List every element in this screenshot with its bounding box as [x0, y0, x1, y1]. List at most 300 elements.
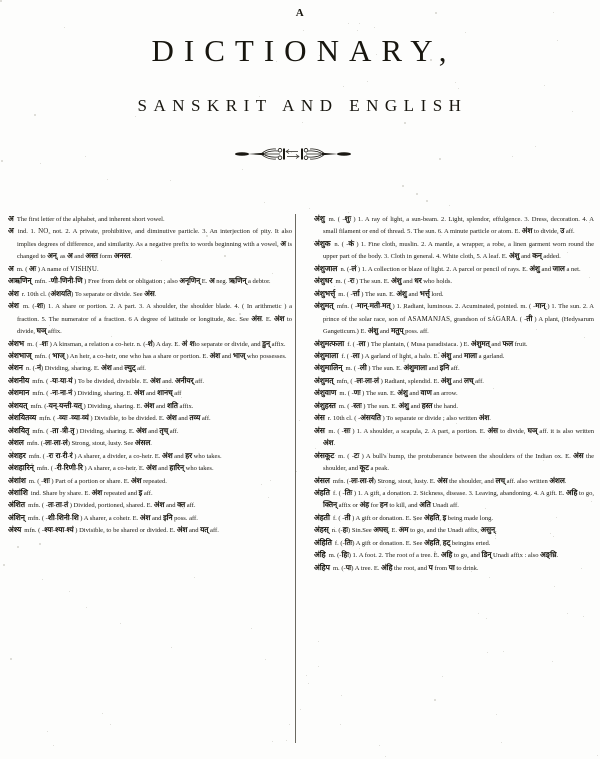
entry-headword: अंशयितव्य — [8, 413, 37, 423]
entry-definition: r. 10th cl. (अंशयति) To separate or divide. See अंस. — [20, 288, 157, 298]
entry-headword: अंहति — [314, 487, 330, 497]
devanagari-text: अंशु — [398, 400, 409, 410]
entry-definition: mfn. (-लः-ला-लं) Strong, stout, lusty. See अंसल. — [25, 438, 152, 448]
devanagari-text: हः — [342, 525, 349, 535]
dictionary-entry — [8, 425, 292, 437]
entry-headword: अंसकूट — [314, 450, 335, 460]
devanagari-text: अंश — [323, 438, 334, 448]
devanagari-text: री — [56, 463, 62, 473]
devanagari-text: भाज् — [232, 350, 246, 360]
devanagari-text: हर — [185, 450, 193, 460]
dictionary-entry — [314, 562, 594, 574]
entry-headword: अंशिन् — [8, 512, 25, 522]
devanagari-text: यः — [52, 375, 58, 385]
entry-definition: mfn. ( -तः-ता-तं ) Divided, portioned, shared. E. अंश and क्त aff. — [26, 500, 196, 510]
devanagari-text: अम — [398, 525, 409, 535]
entry-headword: अंशभाज् — [8, 350, 32, 360]
entry-definition: mfn. ( -री-रिणी-रि ) A sharer, a co-heir. E. अंश and हारिन् who takes. — [35, 463, 214, 473]
entry-headword: अंशित — [8, 500, 25, 510]
dictionary-entry — [314, 487, 594, 512]
entry-headword: अंहस् — [314, 525, 329, 535]
devanagari-text: अंशु — [367, 326, 379, 336]
entry-headword: अंशभ — [8, 338, 25, 348]
devanagari-text: अंशयति — [50, 288, 72, 298]
entry-definition: mfn. ( -शी-शिनी-शि ) A sharer, a coheir. E. अंश and इनि poss. aff. — [26, 512, 198, 522]
devanagari-text: अंश — [162, 450, 173, 460]
devanagari-text: व्यं — [82, 413, 89, 423]
devanagari-text: अंस — [437, 475, 448, 485]
entry-headword: अंशुमत् — [314, 301, 334, 311]
devanagari-text: इ — [442, 512, 447, 522]
devanagari-text: हारिन् — [169, 463, 184, 473]
devanagari-text: यत् — [200, 525, 209, 535]
entry-definition: mfn. ( -नः-ना-नं ) Dividing, sharing. E. अंश and शानच् aff — [30, 388, 182, 398]
entry-headword: अंशुमालिन् — [314, 363, 343, 373]
devanagari-text: अंश — [139, 512, 151, 522]
devanagari-text: प — [428, 562, 433, 572]
entry-definition: f. ( -ती ) A gift or donation. E. See अंहति, इ being made long. — [331, 512, 494, 522]
entry-definition: m. ( -ली ) The sun. E. अंशुमाला and इनि aff. — [343, 363, 460, 373]
entry-headword: अंशनीय — [8, 375, 30, 385]
devanagari-text: यन् — [48, 400, 57, 410]
devanagari-text: अन् — [47, 251, 57, 261]
devanagari-text: अंश — [153, 500, 165, 510]
column-right — [301, 213, 594, 757]
entry-definition: f. ( -ला ) The plantain, ( Musa paradisiaca. ) E. अंशुमत् and फल fruit. — [345, 338, 528, 348]
entry-definition: n. (-लं ) 1. A collection or blaze of light. 2. A parcel or pencil of rays. E. अंशु and जाल a net. — [338, 263, 581, 273]
devanagari-text: यत् — [73, 400, 82, 410]
devanagari-text: इ — [138, 487, 143, 497]
devanagari-text: अंस — [573, 450, 584, 460]
entry-headword: अंशुक — [314, 238, 331, 248]
devanagari-text: अंह — [359, 500, 369, 510]
dictionary-entry — [314, 213, 594, 238]
entry-definition: n. (-नं) Dividing, sharing. E. अंश and ल्युट् aff. — [24, 363, 146, 373]
devanagari-text: ती — [344, 512, 351, 522]
proper-name: GARA — [495, 315, 517, 323]
entry-headword: अंशुजाल — [314, 263, 338, 273]
devanagari-text: नः — [52, 388, 58, 398]
devanagari-text: अंश — [143, 400, 155, 410]
devanagari-text: अंश — [176, 525, 188, 535]
dictionary-entry — [8, 350, 292, 362]
devanagari-text: डुन् — [262, 338, 271, 348]
entry-definition: ind. Share by share. E. अंश repeated and इ aff. — [29, 487, 153, 497]
devanagari-text: अंशु — [391, 276, 402, 286]
devanagari-text: श्यः — [44, 525, 53, 535]
devanagari-text: मान् — [357, 301, 368, 311]
devanagari-text: अंश — [521, 226, 533, 236]
devanagari-text: अनृणिन् — [179, 276, 201, 286]
entry-definition: r. 10th cl. ( -अंसयति ) To separate or divide ; also written अंश. — [326, 413, 491, 423]
devanagari-text: णिनी — [60, 276, 74, 286]
entry-definition: m. ( -रः ) The sun. E. अंशु and धर who holds. — [333, 276, 453, 286]
entry-definition: m. ( -णः ) The sun. E. अंशु and वाण an arrow. — [337, 388, 458, 398]
entry-definition: mfn. ( -श्यः-श्या-श्यं ) Divisible, to be shared or divided. E. अंश and यत् aff. — [22, 525, 219, 535]
devanagari-text: ला — [352, 350, 360, 360]
devanagari-text: त्री — [62, 425, 68, 435]
devanagari-text: अ — [280, 238, 286, 248]
devanagari-text: व्यः — [59, 413, 68, 423]
devanagari-text: अंशुमत् — [470, 338, 490, 348]
entry-definition: f. ( -ला ) A garland of light, a halo. E. अंशु and माला a garland. — [339, 350, 505, 360]
devanagari-text: ता — [52, 425, 59, 435]
entry-definition: mfn. ( -ता -त्री-तृ ) Dividing, sharing. E. अंश and तृच् aff. — [30, 425, 179, 435]
devanagari-text: अंहति — [423, 512, 440, 522]
devanagari-text: अ — [67, 251, 73, 261]
devanagari-text: शुः — [344, 214, 351, 223]
devanagari-text: इनि — [439, 363, 450, 373]
masthead — [0, 0, 600, 170]
devanagari-text: शि — [71, 512, 79, 522]
entry-headword: अंशांशि — [8, 487, 28, 497]
devanagari-text: अंशुमाला — [403, 363, 427, 373]
entry-definition: m. (-पः) A tree. E. अंहि the root, and प from पा to drink. — [331, 562, 479, 572]
devanagari-text: अ — [209, 276, 215, 286]
entry-definition: m. ( -शुः ) 1. A ray of light, a sun-beam. 2. Light, splendor, effulgence. 3. Dress, decoration. 4. A small filament or end of thread. 5. The sun. 6. A minute particle or atom. E. अंश to divide, उ aff. — [323, 214, 594, 236]
dictionary-entry — [8, 225, 292, 262]
devanagari-text: अंश — [133, 388, 145, 398]
devanagari-text: अंश — [273, 313, 285, 323]
text-columns — [8, 213, 594, 757]
entry-headword: अंशहारिन् — [8, 463, 34, 473]
dictionary-entry — [8, 263, 292, 275]
entry-definition: m. ( -शः ) Part of a portion or share. E. अंश repeated. — [27, 475, 167, 485]
devanagari-text: अति — [419, 500, 431, 510]
devanagari-text: अंशु — [396, 288, 407, 298]
entry-headword: अ — [8, 263, 14, 273]
dictionary-entry — [314, 512, 594, 524]
devanagari-text: नं — [68, 388, 73, 398]
devanagari-text: अंश — [478, 413, 490, 423]
devanagari-text: अंशल — [549, 475, 565, 485]
devanagari-text: अः — [29, 263, 37, 273]
entry-headword: अंस — [314, 413, 325, 423]
dictionary-entry — [314, 263, 594, 275]
entry-definition: m. ( -र्त्ता ) The sun. E. अंशु and भर्त्तृ lord. — [336, 288, 444, 298]
devanagari-text: असुन् — [480, 525, 495, 535]
devanagari-text: लः — [356, 375, 363, 385]
entry-headword: अंसल — [314, 475, 330, 485]
devanagari-text: लच् — [463, 375, 474, 385]
entry-headword: अंशयितृ — [8, 425, 30, 435]
proper-name: NO — [38, 228, 49, 236]
devanagari-text: तव्य — [189, 413, 201, 423]
devanagari-text: डिन् — [481, 550, 492, 560]
devanagari-text: अहि — [440, 550, 453, 560]
dictionary-entry — [8, 387, 292, 399]
devanagari-text: ला — [359, 475, 367, 485]
devanagari-text: स्तः — [353, 400, 362, 410]
devanagari-text: माला — [463, 350, 477, 360]
devanagari-text: वाण — [420, 388, 432, 398]
entry-definition: mfn. -णी-णिनी-णि ) Free from debt or obligation ; also अनृणिन् E. अ neg. ऋणिन् a debtor. — [33, 276, 271, 286]
devanagari-text: इनि — [163, 512, 173, 522]
devanagari-text: शी — [47, 512, 55, 522]
devanagari-text: मती — [369, 301, 380, 311]
devanagari-text: पा — [448, 562, 455, 572]
entry-headword: अंशुभर्त्तृ — [314, 288, 336, 298]
devanagari-text: अहि — [566, 487, 578, 497]
devanagari-text: शिनी — [56, 512, 70, 522]
devanagari-text: अंशु — [440, 350, 452, 360]
entry-headword: अंश — [8, 288, 19, 298]
entry-definition: mfn. ( -यः-या-यं ) To be divided, divisible. E. अंश and. अनीयर् aff. — [30, 375, 204, 385]
devanagari-text: जाल — [552, 263, 565, 273]
page-subtitle: SANSKRIT AND ENGLISH — [137, 96, 468, 115]
dictionary-entry — [8, 437, 292, 449]
devanagari-text: धर — [414, 276, 422, 286]
devanagari-text: अघस् — [373, 525, 389, 535]
devanagari-text: यं — [68, 375, 73, 385]
dictionary-entry — [8, 400, 292, 412]
entry-headword: अ — [8, 226, 14, 236]
devanagari-text: सः — [343, 425, 351, 435]
devanagari-text: लं — [368, 475, 374, 485]
devanagari-text: अस्त — [85, 251, 98, 261]
devanagari-text: री — [62, 450, 68, 460]
dictionary-entry — [8, 512, 292, 524]
entry-definition: mfn. (-लः-ला-लं) Strong, stout, lusty. E. अंस the shoulder, and लच् aff. also written अंशल. — [331, 475, 567, 485]
entry-headword: अंशुमत्फला — [314, 338, 345, 348]
entry-definition: mfn. (-यन्-यन्ती-यत् ) Dividing, sharing. E. अंश and शति affix. — [28, 400, 194, 410]
dictionary-entry — [8, 524, 292, 536]
devanagari-text: अनीयर् — [174, 375, 194, 385]
entry-headword: अंशल — [8, 438, 24, 448]
devanagari-text: हिः — [341, 550, 349, 560]
devanagari-text: शं — [147, 338, 153, 348]
devanagari-text: अंशु — [509, 251, 520, 261]
dictionary-entry — [314, 350, 594, 362]
page-title: DICTIONARY, — [151, 33, 457, 68]
page-article-a: A — [295, 7, 305, 19]
entry-headword: अंशमान — [8, 388, 30, 398]
devanagari-text: णः — [353, 388, 361, 398]
devanagari-text: हट् — [442, 537, 451, 547]
devanagari-text: अंसल — [134, 438, 151, 448]
entry-headword: अंहिति — [314, 537, 332, 547]
dictionary-entry — [8, 338, 292, 350]
proper-name: ASAMANJAS — [407, 315, 451, 323]
devanagari-text: क्तिन् — [323, 500, 337, 510]
dictionary-entry — [314, 549, 594, 561]
devanagari-text: अंहति — [424, 537, 440, 547]
entry-definition: mfn. ( -रः रा-री-रं ) A sharer, a divider, a co-heir. E. अंश and हर who takes. — [27, 450, 222, 460]
devanagari-text: अंश — [101, 363, 112, 373]
devanagari-text: अंशु — [397, 388, 408, 398]
dictionary-entry — [8, 462, 292, 474]
entry-headword: अंशांश — [8, 475, 26, 485]
devanagari-text: अंश — [146, 463, 157, 473]
entry-definition: mfn. ( -व्यः -व्या-व्यं ) Divisible, to be divided. E. अंश and तव्य aff. — [37, 413, 211, 423]
devanagari-text: ला — [365, 375, 372, 385]
dictionary-entry — [314, 475, 594, 487]
dictionary-entry — [314, 387, 594, 399]
entry-definition: m. ( -सः ) 1. A shoulder, a scapula, 2. A part, a portion. E. अंस to divide, घञ् aff. it is also written अंश. — [323, 425, 594, 448]
dictionary-entry — [8, 362, 292, 374]
devanagari-text: फल — [502, 338, 513, 348]
devanagari-text: ऋणिन् — [228, 276, 247, 286]
devanagari-text: अंश — [136, 425, 147, 435]
devanagari-text: क्त — [177, 500, 186, 510]
entry-headword: अंशुमाला — [314, 350, 339, 360]
devanagari-text: व्या — [71, 413, 80, 423]
dictionary-entry — [314, 425, 594, 450]
devanagari-text: रः — [349, 276, 355, 286]
devanagari-text: शः — [43, 475, 50, 485]
devanagari-text: मतुप् — [390, 326, 404, 336]
devanagari-text: र्त्ता — [352, 288, 360, 298]
entry-definition: n. (-हः) Sin.See अघस्. E. अम to go, and the Unadi affix, असुन्. — [330, 525, 497, 535]
entry-definition: m. ( -स्तः ) The sun. E. अंशु and हस्त the hand. — [337, 400, 459, 410]
entry-headword: अ — [8, 214, 14, 223]
devanagari-text: कन् — [532, 251, 542, 261]
dictionary-entry — [8, 475, 292, 487]
devanagari-text: अंश — [150, 375, 161, 385]
entry-headword: अंशहर — [8, 450, 26, 460]
devanagari-text: तिः — [344, 537, 353, 547]
devanagari-text: भर्त्तृ — [419, 288, 430, 298]
dictionary-entry — [8, 275, 292, 287]
devanagari-text: नं — [36, 363, 41, 373]
devanagari-text: ती — [526, 313, 533, 323]
entry-headword: अंहती — [314, 512, 330, 522]
dictionary-entry — [314, 238, 594, 263]
devanagari-text: शति — [166, 400, 178, 410]
devanagari-text: ल्युट् — [124, 363, 136, 373]
devanagari-text: ता — [55, 500, 62, 510]
devanagari-text: अं श — [181, 338, 195, 348]
dictionary-entry — [314, 275, 594, 287]
devanagari-text: घञ् — [36, 326, 47, 336]
entry-headword: अंहिप — [314, 562, 330, 572]
devanagari-text: टः — [354, 450, 360, 460]
dictionary-entry — [314, 412, 594, 424]
entry-definition: n. ( -कं ) 1. Fine cloth, muslin. 2. A mantle, a wrapper, a robe, a linen garment worn round the upper part of the body. 3. Cloth in general. 4. White cloth, 5. A leaf. E. अंशु and कन् added. — [323, 238, 594, 261]
devanagari-text: णी — [50, 276, 58, 286]
devanagari-text: अंस — [144, 288, 155, 298]
devanagari-text: लं — [374, 375, 379, 385]
devanagari-text: शः — [36, 301, 44, 311]
entry-headword: अंशन — [8, 363, 23, 373]
dictionary-entry — [314, 288, 594, 300]
devanagari-text: लं — [351, 263, 357, 273]
devanagari-text: अङ्घ्रि — [540, 550, 557, 560]
proper-name: VISHṆU — [70, 265, 98, 273]
devanagari-text: तृ — [70, 425, 75, 435]
devanagari-text: तृच् — [159, 425, 169, 435]
entry-definition: mfn. ( भाज् ) An heir, a co-heir, one who has a share or portion. E. अंश and भाज् who possesses. — [33, 350, 287, 360]
entry-definition: mfn, ( -लः-ला-लं ) Radiant, splendid. E. अंशु and लच् aff. — [334, 375, 484, 385]
entry-definition: m. ( -टः ) A bull's hump, the protuberance between the shoulders of the Indian ox. E. अंस the shoulder, and कूट a peak. — [323, 450, 594, 473]
dictionary-entry — [314, 300, 594, 337]
entry-headword: अंशुधर — [314, 276, 333, 286]
dictionary-entry — [8, 213, 292, 225]
devanagari-text: रिणी — [63, 463, 76, 473]
devanagari-text: श्या — [55, 525, 65, 535]
devanagari-text: तिः — [344, 487, 353, 497]
entry-definition: ind. 1. NO, not. 2. A private, prohibitive, and diminutive particle. 3. An interjection of pity. It also implies degrees of difference, and similarity. As a negative prefix to words beginning with a vowel, अ is changed to अन्, as अ and अस्त form अनस्त. — [15, 228, 292, 261]
entry-definition: f. ( -तिः ) 1. A gift, a donation. 2. Sickness, disease. 3. Leaving, abandoning. 4. A gift. E. अहि to go, क्तिन् affix or अंह for हन to kill, and अति Unadi aff. — [323, 487, 594, 510]
devanagari-text: श्यं — [66, 525, 74, 535]
devanagari-text: मत् — [382, 301, 391, 311]
entry-definition: m. (-हिः) 1. A foot. 2. The root of a tree. E. अहि to go, and डिन् Unadi affix : also अङ्घ्रि. — [327, 550, 559, 560]
devanagari-text: शः — [41, 338, 48, 348]
entry-headword: अंस — [314, 425, 325, 435]
dictionary-entry — [314, 338, 594, 350]
devanagari-text: ली — [359, 363, 367, 373]
devanagari-text: घञ् — [527, 425, 538, 435]
devanagari-text: कूट — [359, 463, 369, 473]
devanagari-text: अंशु — [529, 263, 540, 273]
devanagari-text: तं — [63, 500, 69, 510]
entry-headword: अंशु — [314, 214, 325, 223]
dictionary-entry — [314, 450, 594, 475]
devanagari-text: शानच् — [157, 388, 173, 398]
devanagari-text: अंश — [166, 413, 177, 423]
entry-definition: f. (-तिः) A gift or donation. E. See अंहति, हट् beingins erted. — [333, 537, 491, 547]
devanagari-text: णि — [75, 276, 83, 286]
entry-definition: mfn. ( -मान्-मती-मत् ) 1. Radiant, luminous. 2. Acuminated, pointed. m. ( -मान् ) 1. The sun. 2. A prince of the solar race, son of ASAMANJAS, grandson of SÁGARA. ( -ती ) A plant, (Hedysarum Gangeticum.) E. अंशु and मतुप् poss. aff. — [323, 301, 594, 336]
devanagari-text: अंस — [487, 425, 498, 435]
dictionary-entry — [314, 400, 594, 412]
entry-headword: अंश — [8, 301, 19, 311]
entry-definition: m. (-शः) 1. A share or portion. 2. A part. 3. A shoulder, the shoulder blade. 4. ( In arithmetic ) a fraction. 5. The numerator of a fraction. 6 A degree of latitude or longitude, &c. See अंस. E. अंश to divide, घञ् affix. — [17, 301, 293, 336]
devanagari-text: या — [60, 375, 67, 385]
devanagari-text: लं — [62, 438, 68, 448]
entry-headword: अंहि — [314, 550, 326, 560]
devanagari-text: तः — [47, 500, 54, 510]
devanagari-text: अनस्त — [113, 251, 131, 261]
devanagari-text: ला — [358, 338, 366, 348]
devanagari-text: रि — [77, 463, 83, 473]
entry-headword: अंशुहस्त — [314, 400, 336, 410]
dictionary-entry — [8, 499, 292, 511]
devanagari-text: कं — [348, 238, 354, 248]
entry-headword: अंश्य — [8, 525, 22, 535]
devanagari-text: रं — [69, 450, 73, 460]
devanagari-text: हस्त — [421, 400, 433, 410]
devanagari-text: लः — [351, 475, 358, 485]
devanagari-text: ना — [59, 388, 66, 398]
devanagari-text: हन — [379, 500, 388, 510]
dictionary-entry — [314, 362, 594, 374]
column-left — [8, 213, 301, 757]
entry-definition: m. ( अः ) A name of VISHṆU. — [15, 263, 99, 273]
devanagari-text: अंश — [91, 487, 103, 497]
devanagari-text: अंसयति — [360, 413, 381, 423]
devanagari-text: यन्ती — [59, 400, 72, 410]
dictionary-entry — [314, 375, 594, 387]
dictionary-entry — [8, 300, 292, 337]
devanagari-text: रः रा — [48, 450, 61, 460]
dictionary-entry — [8, 412, 292, 424]
dictionary-entry — [8, 450, 292, 462]
devanagari-text: अंहि — [381, 562, 393, 572]
devanagari-text: अंस — [251, 313, 262, 323]
typographic-ornament-divider-icon — [230, 143, 370, 165]
entry-headword: अंशुवाण — [314, 388, 337, 398]
dictionary-entry — [8, 487, 292, 499]
entry-headword: अंशयत् — [8, 400, 28, 410]
devanagari-text: मान् — [535, 301, 546, 311]
devanagari-text: उ — [560, 226, 565, 236]
devanagari-text: अंश — [131, 475, 142, 485]
entry-headword: अऋणिन् — [8, 276, 32, 286]
dictionary-entry — [8, 375, 292, 387]
devanagari-text: पः — [345, 562, 352, 572]
entry-definition: The first letter of the alphabet, and inherent short vowel. — [15, 216, 165, 223]
